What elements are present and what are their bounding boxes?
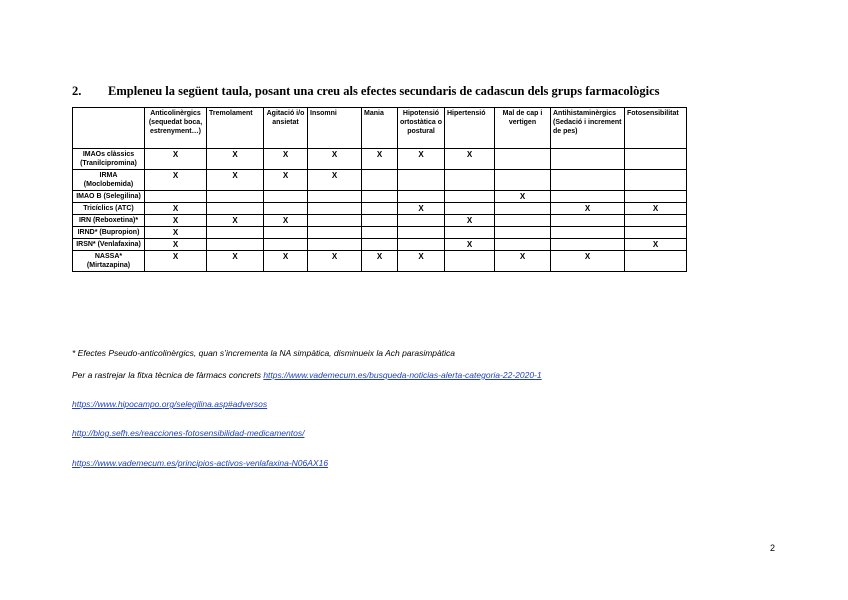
effect-cell [551,191,625,203]
column-header: Hipertensió [445,108,495,149]
table-row [73,239,687,251]
row-label: IRSN* (Venlafaxina) [73,239,145,251]
row-label: IMAO B (Selegilina) [73,191,145,203]
side-effects-table [72,107,687,272]
effect-cell [495,215,551,227]
effect-cell: X [398,149,445,170]
effect-cell [445,251,495,272]
effect-cell [495,227,551,239]
effect-cell [308,227,362,239]
tracking-text: Per a rastrejar la fitxa tècnica de fàrmacs concrets [72,370,264,380]
effect-cell [445,170,495,191]
effect-cell [495,149,551,170]
effect-cell [551,149,625,170]
effect-cell: X [264,215,308,227]
row-label: IMAOs clàssics (Tranilcipromina) [73,149,145,170]
effect-cell: X [495,191,551,203]
effect-cell: X [264,149,308,170]
exercise-instruction: Empleneu la següent taula, posant una creu als efectes secundaris de cadascun dels grups farmacològics [108,84,660,98]
table-row [73,227,687,239]
column-header: Antihistaminèrgics (Sedació i increment de pes) [551,108,625,149]
effect-cell: X [445,215,495,227]
row-label: Tricíclics (ATC) [73,203,145,215]
effect-cell: X [145,227,207,239]
effect-cell [398,215,445,227]
effect-cell [308,203,362,215]
effect-cell [207,203,264,215]
column-header: Agitació i/o ansietat [264,108,308,149]
row-label: IRMA (Moclobemida) [73,170,145,191]
effect-cell: X [207,251,264,272]
effect-cell: X [398,251,445,272]
tracking-note [72,370,542,380]
column-header: Anticolinèrgics (sequedat boca, estrenyment…) [145,108,207,149]
column-header: Mania [362,108,398,149]
row-label: NASSA* (Mirtazapina) [73,251,145,272]
venlafaxina-link[interactable]: https://www.vademecum.es/principios-activos-venlafaxina-N06AX16 [72,458,329,468]
effect-cell [207,239,264,251]
effect-cell: X [145,251,207,272]
effect-cell [398,239,445,251]
effect-cell [551,239,625,251]
effect-cell: X [207,215,264,227]
effect-cell: X [145,239,207,251]
effect-cell [625,191,687,203]
effect-cell: X [145,149,207,170]
effect-cell: X [207,170,264,191]
effect-cell [625,170,687,191]
effect-cell [398,227,445,239]
effect-cell: X [308,251,362,272]
effect-cell [207,191,264,203]
effect-cell [445,191,495,203]
effect-cell [207,227,264,239]
effect-cell [495,203,551,215]
effect-cell [362,227,398,239]
effect-cell: X [551,203,625,215]
effect-cell: X [625,203,687,215]
table-row [73,251,687,272]
effect-cell [308,215,362,227]
effect-cell [625,149,687,170]
effect-cell [264,203,308,215]
effect-cell [362,203,398,215]
effect-cell [362,170,398,191]
table-row [73,203,687,215]
effect-cell: X [308,149,362,170]
effect-cell [625,251,687,272]
effect-cell [308,191,362,203]
effect-cell [495,239,551,251]
column-header: Mal de cap i vertigen [495,108,551,149]
effect-cell: X [362,149,398,170]
column-header: Tremolament [207,108,264,149]
effect-cell [362,191,398,203]
exercise-number: 2. [72,84,82,98]
effect-cell [145,191,207,203]
effect-cell: X [495,251,551,272]
hipocampo-link[interactable]: https://www.hipocampo.org/selegilina.asp#adversos [72,399,268,409]
effect-cell: X [445,149,495,170]
effect-cell: X [398,203,445,215]
effect-cell: X [362,251,398,272]
vademecum-link[interactable]: https://www.vademecum.es/busqueda-noticias-alerta-categoria-22-2020-1 [263,370,542,380]
sefh-link[interactable]: http://blog.sefh.es/reacciones-fotosensibilidad-medicamentos/ [72,428,305,438]
column-header: Hipotensió ortostàtica o postural [398,108,445,149]
effect-cell: X [551,251,625,272]
exercise-heading [72,84,712,99]
row-label: IRND* (Bupropion) [73,227,145,239]
effect-cell [264,191,308,203]
effect-cell [551,215,625,227]
effect-cell: X [308,170,362,191]
effect-cell: X [445,239,495,251]
table-row [73,170,687,191]
row-label: IRN (Reboxetina)* [73,215,145,227]
table-header-row [73,108,687,149]
effect-cell [264,227,308,239]
effect-cell [495,170,551,191]
effect-cell: X [145,203,207,215]
effect-cell: X [145,170,207,191]
effect-cell: X [625,239,687,251]
effect-cell: X [264,170,308,191]
table-row [73,215,687,227]
effect-cell [398,191,445,203]
page-number: 2 [770,543,776,553]
footnote-pseudo: * Efectes Pseudo-anticolinèrgics, quan s’incrementa la NA simpàtica, disminueix la Ach parasimpàtica [72,348,455,358]
column-header [73,108,145,149]
effect-cell [551,227,625,239]
effect-cell: X [145,215,207,227]
effect-cell [264,239,308,251]
column-header: Insomni [308,108,362,149]
effect-cell [362,215,398,227]
column-header: Fotosensibilitat [625,108,687,149]
effect-cell: X [207,149,264,170]
effect-cell [625,227,687,239]
table-row [73,191,687,203]
effect-cell [398,170,445,191]
table-row [73,149,687,170]
effect-cell [308,239,362,251]
effect-cell [551,170,625,191]
effect-cell [625,215,687,227]
effect-cell: X [264,251,308,272]
effect-cell [362,239,398,251]
effect-cell [445,227,495,239]
effect-cell [445,203,495,215]
